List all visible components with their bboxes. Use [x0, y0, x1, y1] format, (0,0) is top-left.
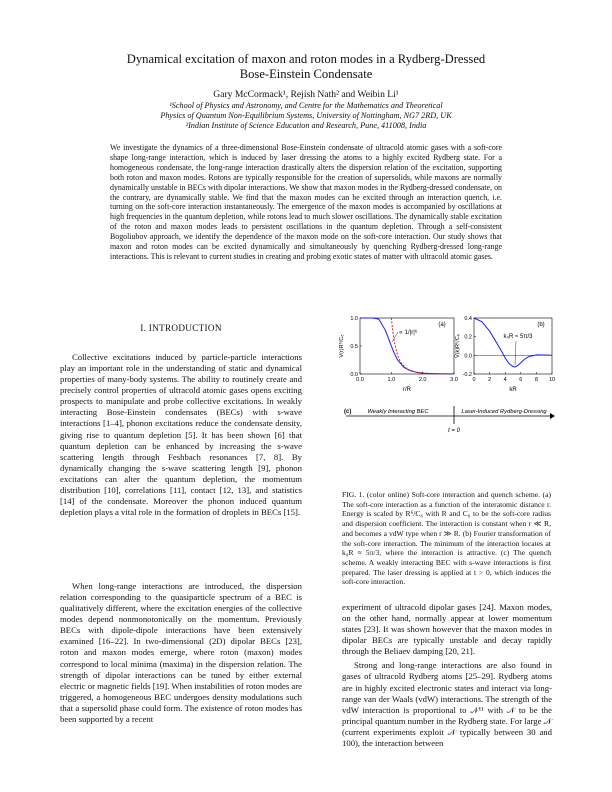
- panel-b: [454, 316, 555, 393]
- panel-a-xtick-label: 1.0: [387, 377, 396, 383]
- panel-b-xtick-label: 0: [472, 377, 476, 383]
- panel-a-ytick-label: 1.0: [350, 316, 358, 322]
- column-2-text: [342, 602, 552, 749]
- paper-title: [60, 52, 552, 82]
- panel-a-xtick-label: 2.0: [418, 377, 427, 383]
- panel-c-arrow-head: [550, 413, 555, 419]
- panel-b-label: (b): [537, 322, 545, 328]
- panel-a-annotation: ∝ 1/|r|⁶: [398, 330, 418, 336]
- panel-b-ylabel: Ṽ(k)R⁶/C₆: [455, 333, 461, 359]
- panel-a-ytick-label: 0.0: [350, 372, 358, 378]
- panel-b-annotation: k₀R ≈ 5π/3: [503, 334, 533, 340]
- affiliation-2: ²Indian Institute of Science Education and Research, Pune, 411008, India: [185, 121, 427, 131]
- intro-paragraph-2: [60, 581, 302, 725]
- panel-b-annotation-arrow: [515, 341, 516, 365]
- affiliations: [60, 101, 552, 132]
- panel-b-xlabel: kR: [509, 387, 517, 393]
- panel-b-xtick-label: 8: [534, 377, 538, 383]
- intro-text-2: When long-range interactions are introduced, the dispersion relation corresponding to the quasiparticle spectrum of a BEC is qualitatively different, where the excitation energies of the collective modes depend nonmonotonically on the momentum. Previously BECs with dipole-dipole interactions have been extensively examined [16–22]. In two-dimensional (2D) dipolar BECs [23], roton and maxon modes emerge, where roton (maxon) modes correspond to local minima (maxima) in the dispersion relation. The strength of dipolar interactions can be tuned by either external electric or magnetic fields [19]. When instabilities of roton modes are triggered, a homogeneous BEC undergoes density modulations such that a supersolid phase could form. The existence of roton modes has been supported by a recent: [60, 581, 302, 724]
- panel-b-xtick-label: 10: [548, 377, 556, 383]
- panel-a: [338, 316, 458, 393]
- panel-b-ytick-label: 0.0: [464, 353, 472, 360]
- panel-b-ytick-label: 0.2: [464, 334, 472, 341]
- intro-text-1: Collective excitations induced by particle-particle interactions play an important role in the understanding of static and dynamical properties of many-body systems. The ability to routinely create and precisely control properties of ultracold atomic gases opens exciting prospects to manipulate and probe collective excitations. In weakly interacting Bose-Einstein condensates (BECs) with s-wave interactions [1–4], phonon excitations reduce the condensate density, giving rise to quantum depletion [5]. It has been shown [6] that quantum depletion can be enhanced by increasing the s-wave scattering length through Feshbach resonances [7, 8]. By dynamically changing the s-wave scattering length [9], phonon excitations can alter the quantum depletion, the momentum distribution [10], correlations [11], contact [12, 13], and statistics [14] of the condensate. Moreover the phonon induced quantum depletion plays a vital role in the formation of droplets in BECs [15].: [60, 352, 302, 518]
- panel-a-xtick-label: 0.0: [356, 377, 364, 383]
- panel-c-left-text: Weakly Interacting BEC: [367, 409, 429, 415]
- panel-c-time-label: t = 0: [448, 428, 460, 434]
- panel-c-right-text: Laser-Induced Rydberg-Dressing: [461, 409, 547, 415]
- col2-text-2: Strong and long-range interactions are also found in gases of ultracold Rydberg atoms [25–29]. Rydberg atoms are in highly excited electronic states and interact via long-range van der Waals (vdW) interactions. The strength of the vdW interaction is proportional to 𝒩¹¹ with 𝒩 to be the principal quantum number in the Rydberg state. For large 𝒩 (current experiments exploit 𝒩 typically between 30 and 100), the interaction between: [342, 660, 552, 748]
- panel-b-ytick-label: 0.4: [464, 316, 472, 322]
- panel-a-xtick-label: 3.0: [450, 377, 458, 383]
- title-line-2: Bose-Einstein Condensate: [239, 67, 373, 81]
- intro-paragraph-1: [60, 352, 302, 518]
- panel-c-label: (c): [344, 409, 352, 415]
- col2-text-1: experiment of ultracold dipolar gases [24]. Maxon modes, on the other hand, normally appear at lower momentum states [23]. It was shown however that the maxon modes in dipolar BECs are typically unstable and decay rapidly through the Beliaev damping [20, 21].: [342, 602, 552, 657]
- abstract: We investigate the dynamics of a three-dimensional Bose-Einstein condensate of ultracold atomic gases with a soft-core shape long-range interaction, which is induced by laser dressing the atoms to a highly excited Rydberg state. For a homogeneous condensate, the long-range interaction drastically alters the dispersion relation of the excitation, supporting both roton and maxon modes. Rotons are typically responsible for the creation of supersolids, while maxons are normally dynamically unstable in BECs with dipolar interactions. We show that maxon modes in the Rydberg-dressed condensate, on the contrary, are dynamically stable. We find that the maxon modes can be excited through an interaction quench, i.e. turning on the soft-core interaction instantaneously. The emergence of the maxon modes is accompanied by oscillations at high frequencies in the quantum depletion, while rotons lead to much slower oscillations. The dynamically stable excitation of the roton and maxon modes leads to persistent oscillations in the quantum depletion. Through a self-consistent Bogoliubov approach, we identify the dependence of the maxon mode on the soft-core interaction. Our study shows that maxon and roton modes can be excited dynamically and simultaneously by quenching Rydberg-dressed long-range interactions. This is relevant to current studies in creating and probing exotic states of matter with ultracold atomic gases.: [110, 143, 502, 261]
- affiliation-1a: ¹School of Physics and Astronomy, and Centre for the Mathematics and Theoretical: [169, 101, 443, 110]
- panel-b-xtick-label: 2: [488, 377, 492, 383]
- panel-b-ytick-label: -0.2: [462, 372, 472, 378]
- panel-a-ylabel: V(r)R⁶/C₆: [339, 334, 345, 358]
- figure-1: [338, 312, 556, 488]
- section-heading: I. INTRODUCTION: [140, 323, 222, 333]
- panel-a-label: (a): [438, 322, 446, 328]
- panel-b-xticks: [472, 372, 555, 383]
- affiliation-1b: Physics of Quantum Non-Equilibrium Systems, University of Nottingham, NG7 2RD, UK: [160, 111, 452, 121]
- panel-b-xtick-label: 4: [503, 377, 507, 383]
- panel-b-xtick-label: 6: [519, 377, 523, 383]
- authors: Gary McCormack¹, Rejish Nath² and Weibin Li¹: [213, 89, 399, 100]
- panel-c: [344, 406, 555, 434]
- title-line-1: Dynamical excitation of maxon and roton modes in a Rydberg-Dressed: [126, 52, 486, 66]
- panel-a-xlabel: r/R: [403, 387, 411, 393]
- panel-a-ytick-label: 0.5: [350, 344, 358, 350]
- figure-caption: FIG. 1. (color online) Soft-core interaction and quench scheme. (a) The soft-core interaction as a function of the interatomic distance r. Energy is scaled by R⁶/C₆ with R and C₆ to be the soft-core radius and dispersion coefficient. The interaction is constant when r ≪ R, and becomes a vdW type when r ≫ R. (b) Fourier transformation of the soft-core interaction. The minimum of the interaction locates at k₀R ≈ 5π/3, where the interaction is attractive. (c) The quench scheme. A weakly interacting BEC with s-wave interactions is first prepared. The laser dressing is applied at t > 0, which induces the soft-core interaction.: [342, 490, 551, 587]
